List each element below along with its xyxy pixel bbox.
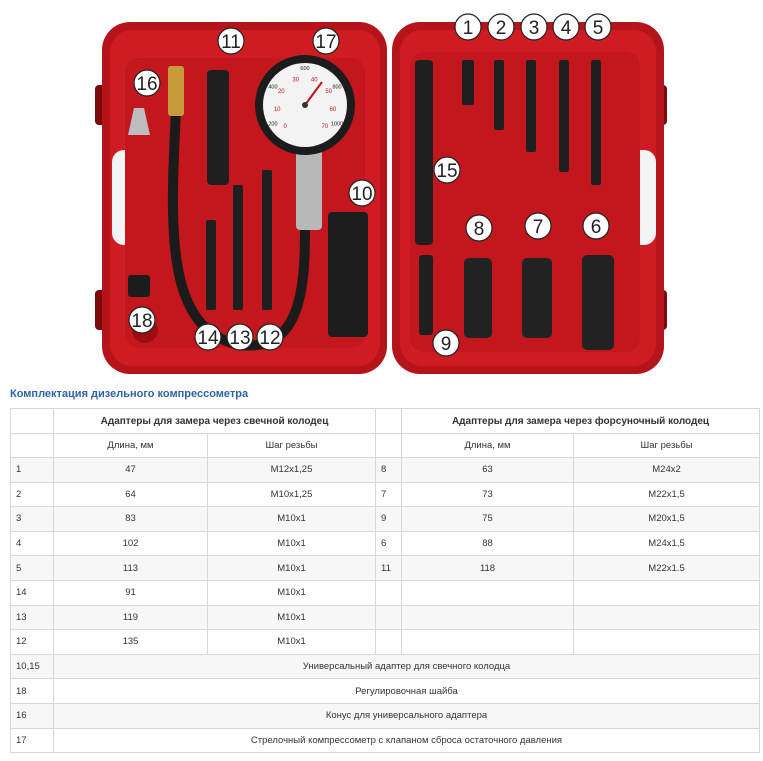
adapter-13: [233, 185, 243, 310]
gauge-tick-label-psi: 400: [268, 84, 278, 91]
group-right-header: Адаптеры для замера через форсуночный колодец: [402, 409, 760, 434]
svg-text:4: 4: [560, 18, 572, 39]
length-left: 135: [54, 630, 208, 655]
gauge-tick-label: 0: [283, 123, 287, 130]
callout-12: [257, 324, 283, 350]
gauge-tick-label: 30: [292, 77, 300, 84]
length-left: 102: [54, 531, 208, 556]
thread-left: M10x1: [208, 580, 376, 605]
callout-6: [583, 213, 609, 239]
part-number-left: 2: [11, 482, 54, 507]
thread-right: M22x1,5: [574, 482, 760, 507]
callout-4: [553, 14, 579, 40]
thread-right: M24x2: [574, 458, 760, 483]
thread-right: [574, 605, 760, 630]
adapter-9: [419, 255, 433, 335]
svg-text:13: 13: [229, 328, 251, 349]
part-number-right: [376, 605, 402, 630]
adapter-14: [206, 220, 216, 310]
callout-18: [129, 307, 155, 333]
adapter-15: [415, 60, 433, 245]
callout-14: [195, 324, 221, 350]
adapter-11: [207, 70, 229, 185]
callout-16: [134, 70, 160, 96]
brass-fitting: [168, 66, 184, 116]
length-left: 119: [54, 605, 208, 630]
length-right: 118: [402, 556, 574, 581]
part-number-right: 7: [376, 482, 402, 507]
svg-text:7: 7: [532, 217, 544, 238]
table-row: [11, 531, 760, 556]
part-number-left: 12: [11, 630, 54, 655]
callout-10: [349, 180, 375, 206]
length-right: 73: [402, 482, 574, 507]
svg-text:15: 15: [436, 161, 458, 182]
table-row: [11, 482, 760, 507]
thread-left: M12x1,25: [208, 458, 376, 483]
table-row: [11, 580, 760, 605]
callout-9: [433, 330, 459, 356]
part-number-left: 3: [11, 507, 54, 532]
length-right: 63: [402, 458, 574, 483]
adapter-7: [522, 258, 552, 338]
part-description: Стрелочный компрессометр с клапаном сброса остаточного давления: [54, 728, 760, 753]
callout-13: [227, 324, 253, 350]
adapter-4: [559, 60, 569, 172]
part-number-right: 9: [376, 507, 402, 532]
callout-11: [218, 28, 244, 54]
svg-text:8: 8: [473, 219, 485, 240]
part-description: Регулировочная шайба: [54, 679, 760, 704]
gauge-tick-label: 50: [325, 89, 333, 96]
length-right: 75: [402, 507, 574, 532]
col-thread-left: Шаг резьбы: [208, 434, 376, 458]
column-header-row: [11, 434, 760, 458]
gauge-tick-label-psi: 800: [332, 84, 342, 91]
table-row: [11, 458, 760, 483]
svg-text:16: 16: [136, 74, 158, 95]
callout-1: [455, 14, 481, 40]
callout-3: [521, 14, 547, 40]
part-description: Конус для универсального адаптера: [54, 703, 760, 728]
gauge-tick-label: 10: [273, 107, 281, 114]
part-number-right: 6: [376, 531, 402, 556]
table-row: [11, 630, 760, 655]
callout-8: [466, 215, 492, 241]
thread-left: M10x1,25: [208, 482, 376, 507]
col-length-left: Длина, мм: [54, 434, 208, 458]
svg-text:9: 9: [440, 334, 452, 355]
length-right: [402, 605, 574, 630]
thread-left: M10x1: [208, 531, 376, 556]
part-number: 10,15: [11, 654, 54, 679]
bracket-10: [328, 212, 368, 337]
svg-text:10: 10: [351, 184, 373, 205]
part-number-right: [376, 630, 402, 655]
thread-right: M24x1,5: [574, 531, 760, 556]
thread-left: M10x1: [208, 507, 376, 532]
part-number: 17: [11, 728, 54, 753]
callout-7: [525, 213, 551, 239]
adapter-12: [262, 170, 272, 310]
thread-left: M10x1: [208, 556, 376, 581]
part-number-right: [376, 580, 402, 605]
gauge-tick-label: 70: [321, 123, 329, 130]
length-left: 64: [54, 482, 208, 507]
svg-text:17: 17: [315, 32, 337, 53]
thread-left: M10x1: [208, 605, 376, 630]
part-number: 18: [11, 679, 54, 704]
gauge-tick-label-psi: 200: [268, 121, 278, 128]
table-row: [11, 507, 760, 532]
gauge-tick-label: 40: [310, 77, 318, 84]
thread-right: [574, 580, 760, 605]
kit-spec-table: [10, 408, 760, 753]
adapter-1: [462, 60, 474, 105]
table-row: [11, 703, 760, 728]
col-length-right: Длина, мм: [402, 434, 574, 458]
length-right: 88: [402, 531, 574, 556]
part-description: Универсальный адаптер для свечного колодца: [54, 654, 760, 679]
adapter-5: [591, 60, 601, 185]
table-row: [11, 556, 760, 581]
gauge-tick-label: 20: [277, 89, 285, 96]
part-number-left: 4: [11, 531, 54, 556]
table-row: [11, 679, 760, 704]
svg-text:12: 12: [259, 328, 281, 349]
table-row: [11, 605, 760, 630]
part-number: 16: [11, 703, 54, 728]
kit-caption: Комплектация дизельного компрессометра: [10, 388, 249, 400]
col-thread-right: Шаг резьбы: [574, 434, 760, 458]
callout-5: [585, 14, 611, 40]
callout-2: [488, 14, 514, 40]
svg-text:3: 3: [528, 18, 540, 39]
table-row: [11, 728, 760, 753]
adapter-3: [526, 60, 536, 152]
length-left: 47: [54, 458, 208, 483]
length-right: [402, 630, 574, 655]
thread-left: M10x1: [208, 630, 376, 655]
svg-text:1: 1: [462, 18, 474, 39]
thread-right: M20x1,5: [574, 507, 760, 532]
part-number-left: 14: [11, 580, 54, 605]
gauge-tick-label-psi: 1000: [330, 121, 344, 128]
svg-text:14: 14: [197, 328, 219, 349]
svg-text:11: 11: [221, 32, 241, 53]
part-number-left: 13: [11, 605, 54, 630]
callout-15: [434, 157, 460, 183]
group-header-row: [11, 409, 760, 434]
length-left: 83: [54, 507, 208, 532]
svg-text:18: 18: [131, 311, 153, 332]
table-row: [11, 654, 760, 679]
gauge-tick-label: 60: [329, 107, 337, 114]
adapter-8: [464, 258, 492, 338]
length-left: 113: [54, 556, 208, 581]
adapter-6: [582, 255, 614, 350]
length-right: [402, 580, 574, 605]
thread-right: M22x1.5: [574, 556, 760, 581]
gauge-tick-label-psi: 600: [300, 66, 310, 72]
part-number-left: 1: [11, 458, 54, 483]
part-number-right: 8: [376, 458, 402, 483]
part-number-left: 5: [11, 556, 54, 581]
length-left: 91: [54, 580, 208, 605]
group-left-header: Адаптеры для замера через свечной колодец: [54, 409, 376, 434]
svg-text:6: 6: [590, 217, 602, 238]
svg-text:5: 5: [592, 18, 604, 39]
thread-right: [574, 630, 760, 655]
svg-text:2: 2: [495, 18, 507, 39]
part-number-right: 11: [376, 556, 402, 581]
adapter-2: [494, 60, 504, 130]
callout-17: [313, 28, 339, 54]
